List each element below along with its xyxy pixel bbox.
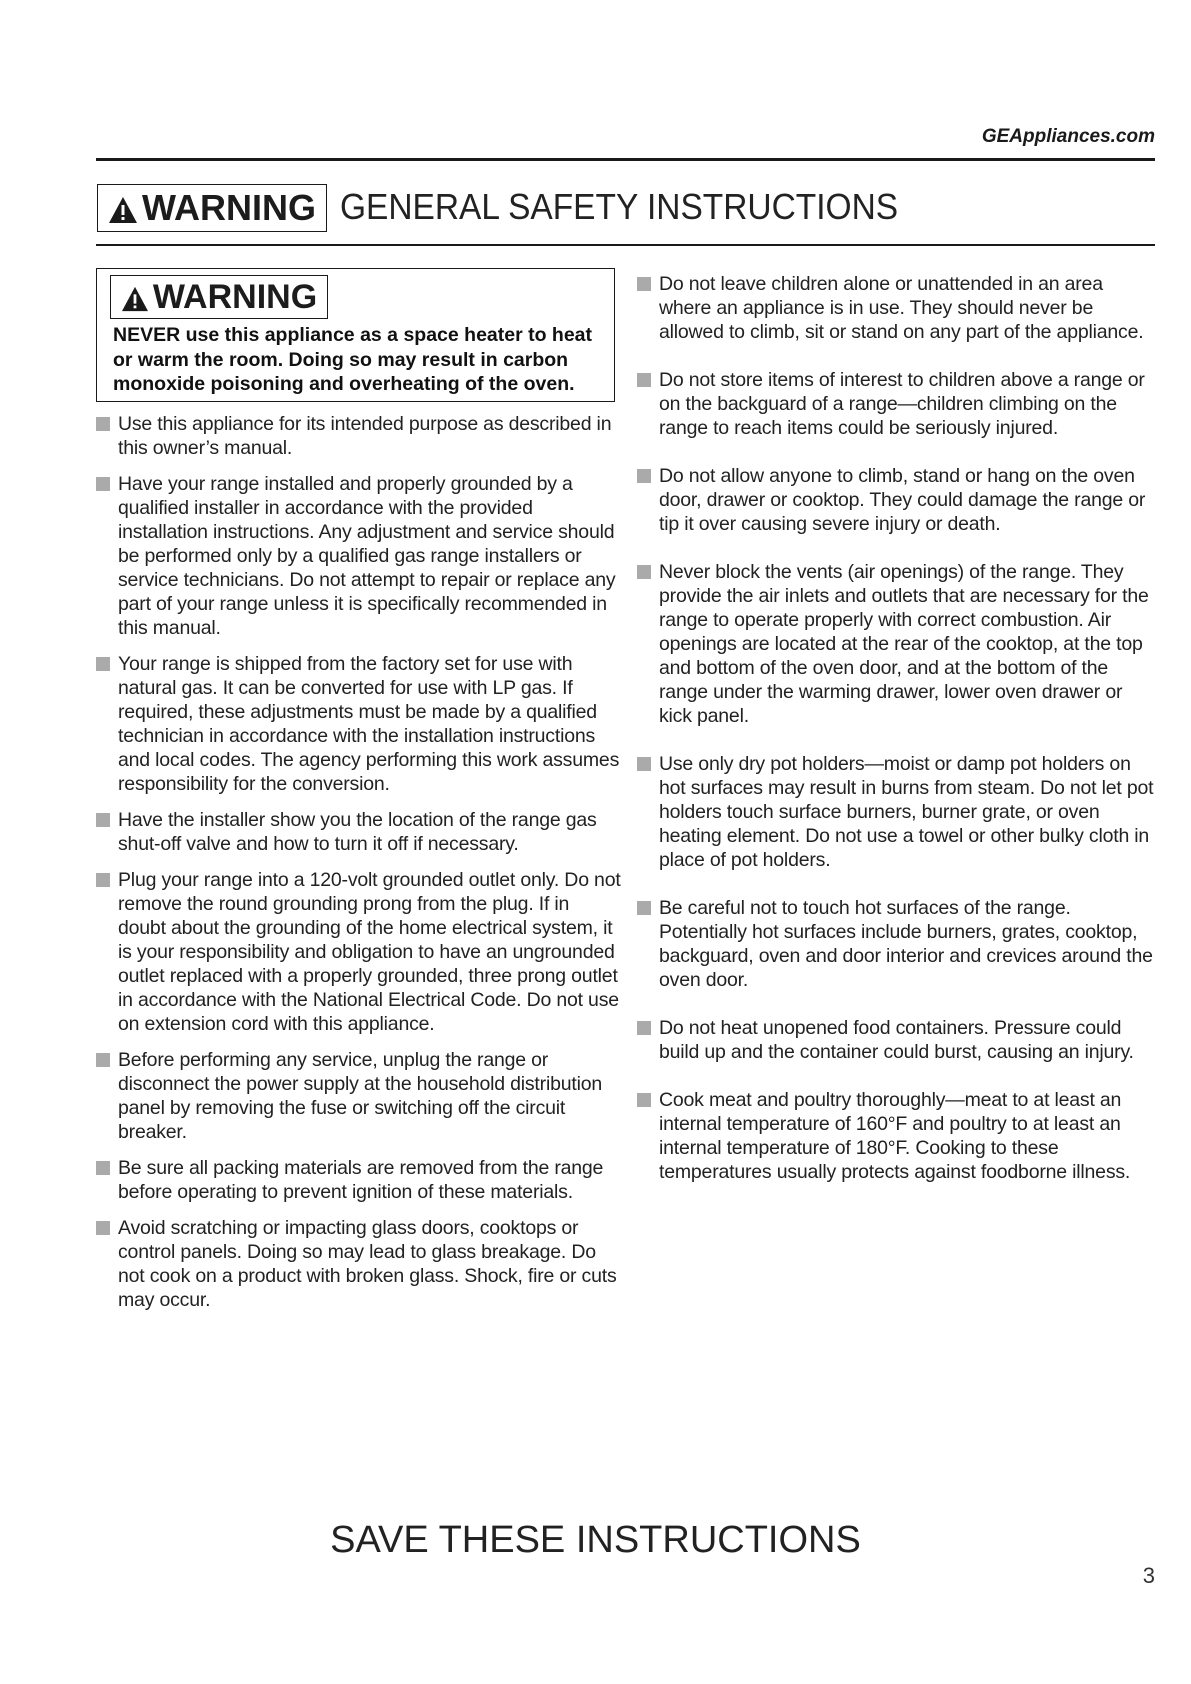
list-item-text: Plug your range into a 120-volt grounded outlet only. Do not remove the round grounding prong from the plug. If in doubt about the grounding of the home electrical system, it is your responsibility and obligation to have an ungrounded outlet replaced with a properly grounded, three prong outlet in accordance with the National Electrical Code. Do not use on extension cord with this appliance. xyxy=(118,869,621,1035)
bullet-square-icon xyxy=(637,565,651,579)
list-item-text: Do not store items of interest to children above a range or on the backguard of a range—children climbing on the range to reach items could be seriously injured. xyxy=(659,369,1145,439)
list-item xyxy=(96,412,622,460)
warning-panel xyxy=(96,268,615,402)
right-column xyxy=(637,272,1155,1208)
list-item-text: Use this appliance for its intended purpose as described in this owner’s manual. xyxy=(118,413,612,459)
list-item xyxy=(637,560,1155,728)
list-item-text: Cook meat and poultry thoroughly—meat to at least an internal temperature of 160°F and poultry to at least an internal temperature of 180°F. Cooking to these temperatures usually protects against foodborne illness. xyxy=(659,1089,1131,1183)
list-item xyxy=(637,1088,1155,1184)
left-column xyxy=(96,412,622,1324)
bullet-square-icon xyxy=(637,1093,651,1107)
bullet-square-icon xyxy=(637,277,651,291)
list-item-text: Have your range installed and properly grounded by a qualified installer in accordance with the provided installation instructions. Any adjustment and service should be performed only by a qualified gas range installers or service technicians. Do not attempt to repair or replace any part of your range unless it is specifically recommended in this manual. xyxy=(118,473,616,639)
bullet-square-icon xyxy=(96,813,110,827)
bullet-square-icon xyxy=(96,1161,110,1175)
list-item-text: Avoid scratching or impacting glass doors, cooktops or control panels. Doing so may lead to glass breakage. Do not cook on a product with broken glass. Shock, fire or cuts may occur. xyxy=(118,1217,617,1311)
list-item xyxy=(96,472,622,640)
warning-panel-label: WARNING xyxy=(152,277,318,316)
list-item xyxy=(637,464,1155,536)
header-warning-label: WARNING xyxy=(142,187,316,228)
list-item-text: Be careful not to touch hot surfaces of the range. Potentially hot surfaces include burners, grates, cooktop, backguard, oven and door interior and crevices around the oven door. xyxy=(659,897,1153,991)
list-item-text: Never block the vents (air openings) of the range. They provide the air inlets and outlets that are necessary for the range to operate properly with correct combustion. Air openings are located at the rear of the cooktop, at the top and bottom of the oven door, and at the bottom of the range under the warming drawer, lower oven drawer or kick panel. xyxy=(659,561,1149,727)
list-item xyxy=(637,896,1155,992)
warning-panel-badge xyxy=(110,275,328,319)
list-item xyxy=(637,368,1155,440)
bullet-square-icon xyxy=(637,469,651,483)
list-item xyxy=(637,752,1155,872)
list-item xyxy=(96,1216,622,1312)
list-item-text: Do not heat unopened food containers. Pressure could build up and the container could burst, causing an injury. xyxy=(659,1017,1134,1063)
list-item-text: Use only dry pot holders—moist or damp pot holders on hot surfaces may result in burns from steam. Do not let pot holders touch surface burners, burner grate, or oven heating element. Do not use a towel or other bulky cloth in place of pot holders. xyxy=(659,753,1154,871)
bullet-square-icon xyxy=(96,417,110,431)
warning-triangle-icon xyxy=(108,196,138,224)
list-item xyxy=(96,1048,622,1144)
footer-title: SAVE THESE INSTRUCTIONS xyxy=(330,1519,861,1561)
bullet-square-icon xyxy=(637,1021,651,1035)
warning-triangle-icon xyxy=(121,286,149,312)
list-item-text: Your range is shipped from the factory set for use with natural gas. It can be converted for use with LP gas. If required, these adjustments must be made by a qualified technician in accordance with the installation instructions and local codes. The agency performing this work assumes responsibility for the conversion. xyxy=(118,653,620,795)
list-item-text: Have the installer show you the location of the range gas shut-off valve and how to turn it off if necessary. xyxy=(118,809,597,855)
top-divider xyxy=(96,158,1155,161)
list-item xyxy=(96,808,622,856)
header-divider xyxy=(96,244,1155,246)
page-title: GENERAL SAFETY INSTRUCTIONS xyxy=(340,186,899,227)
list-item-text: Be sure all packing materials are removed from the range before operating to prevent ignition of these materials. xyxy=(118,1157,604,1203)
site-url: GEAppliances.com xyxy=(981,126,1155,147)
list-item-text: Before performing any service, unplug the range or disconnect the power supply at the household distribution panel by removing the fuse or switching off the circuit breaker. xyxy=(118,1049,603,1143)
warning-panel-text: NEVER use this appliance as a space heater to heat or warm the room. Doing so may result in carbon monoxide poisoning and overheating of the oven. xyxy=(113,324,593,395)
list-item xyxy=(96,1156,622,1204)
list-item xyxy=(637,1016,1155,1064)
bullet-square-icon xyxy=(96,1053,110,1067)
bullet-square-icon xyxy=(96,657,110,671)
list-item xyxy=(96,652,622,796)
header-warning-badge xyxy=(97,184,327,232)
page-number: 3 xyxy=(1142,1563,1155,1588)
list-item-text: Do not leave children alone or unattended in an area where an appliance is in use. They should never be allowed to climb, sit or stand on any part of the appliance. xyxy=(659,273,1144,343)
bullet-square-icon xyxy=(96,873,110,887)
bullet-square-icon xyxy=(637,373,651,387)
bullet-square-icon xyxy=(637,901,651,915)
bullet-square-icon xyxy=(96,1221,110,1235)
list-item-text: Do not allow anyone to climb, stand or hang on the oven door, drawer or cooktop. They could damage the range or tip it over causing severe injury or death. xyxy=(659,465,1146,535)
bullet-square-icon xyxy=(96,477,110,491)
list-item xyxy=(637,272,1155,344)
bullet-square-icon xyxy=(637,757,651,771)
list-item xyxy=(96,868,622,1036)
